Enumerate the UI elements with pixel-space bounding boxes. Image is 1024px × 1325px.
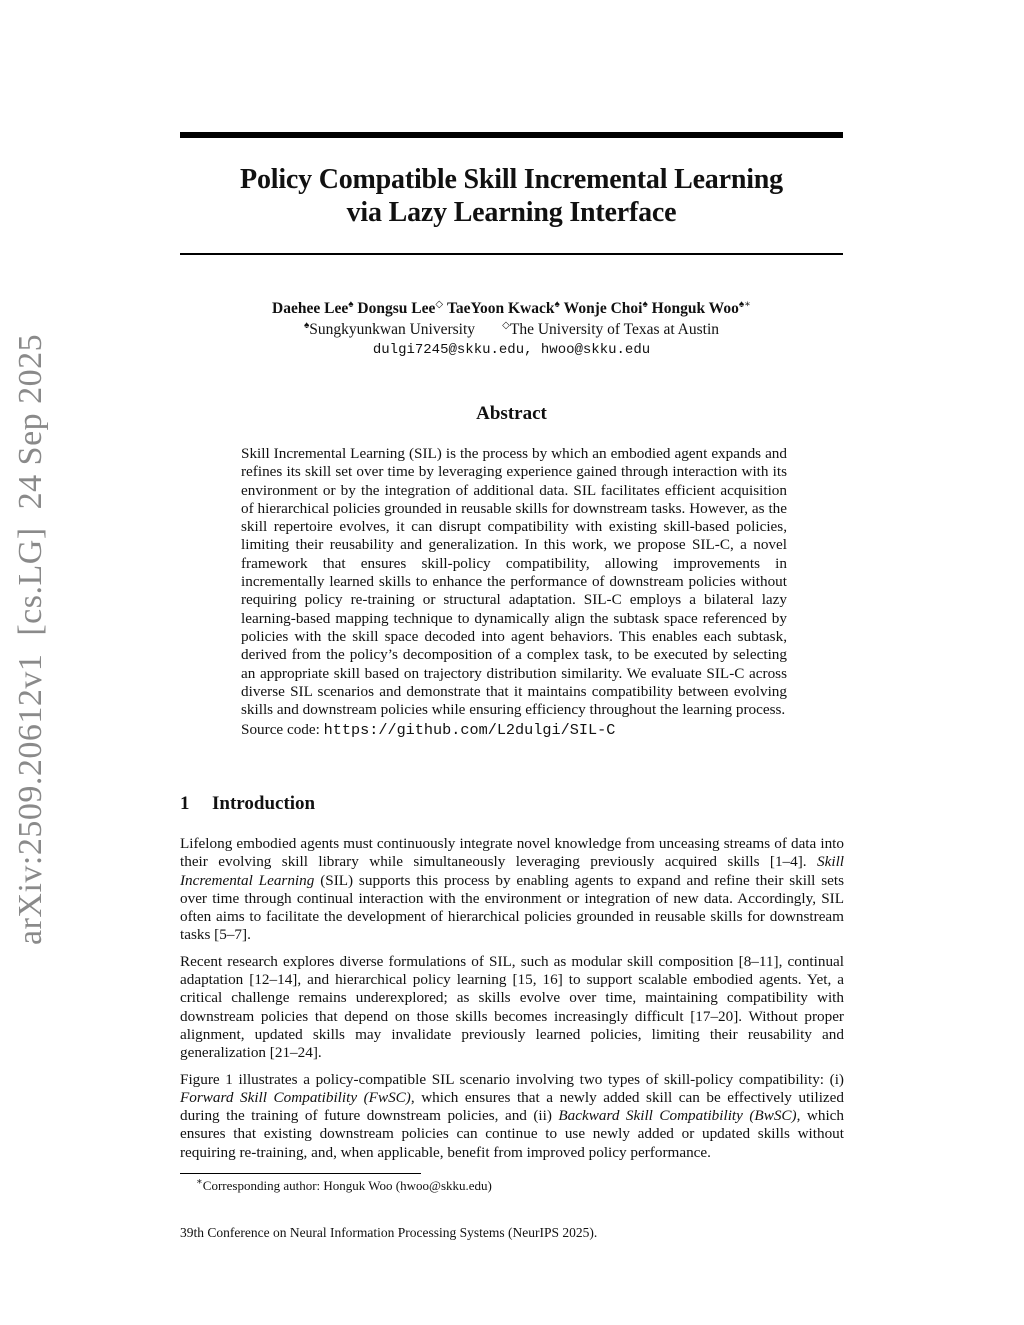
source-code-line xyxy=(241,721,787,739)
arxiv-sidebar-stamp xyxy=(12,333,52,945)
author-names xyxy=(180,298,843,319)
paragraph-text: Lifelong embodied agents must continuously integrate novel knowledge from unceasing streams of data into their evolving skill library while simultaneously leveraging previously acquired skills [1–4]. xyxy=(180,835,844,871)
abstract-heading: Abstract xyxy=(476,403,547,424)
paragraph: Recent research explores diverse formulations of SIL, such as modular skill composition [8–11], continual adaptation [12–14], and hierarchical policy learning [15, 16] to support scalable embodied agents. Yet, a critical challenge remains underexplored; as skills evolve over time, maintaining compatibility with downstream policies that depend on those skills becomes increasingly difficult [17–20]. Without proper alignment, updated skills may invalidate previously learned policies, limiting their reusability and generalization [21–24]. xyxy=(180,952,844,1062)
emphasis-text: Backward Skill Compatibility (BwSC) xyxy=(558,1107,797,1125)
arxiv-category: [cs.LG] xyxy=(12,527,49,636)
footnote xyxy=(196,1178,492,1194)
footnote-rule xyxy=(180,1173,421,1174)
author-name: Dongsu Lee xyxy=(357,300,436,317)
affiliation-1: Sungkyunkwan University xyxy=(309,321,476,338)
author-name: Wonje Choi xyxy=(563,300,643,317)
arxiv-id: arXiv:2509.20612v1 xyxy=(12,653,49,945)
paragraph-text: , which ensures that existing downstream policies can continue to use newly added or updated skills without requiring re-training, and, when applicable, benefit from improved policy performance. xyxy=(180,1107,845,1161)
section-heading xyxy=(180,793,315,815)
source-code-link[interactable]: https://github.com/L2dulgi/SIL-C xyxy=(323,721,616,740)
paragraph-text: , which ensures that a newly added skill can be effectively utilized during the training of future downstream policies, and (ii) xyxy=(180,1088,844,1125)
source-code-label: Source code: xyxy=(241,721,320,739)
title-line-1: Policy Compatible Skill Incremental Learning xyxy=(240,164,783,195)
affiliation-mark: ♠∗ xyxy=(738,298,751,310)
author-emails: dulgi7245@skku.edu, hwoo@skku.edu xyxy=(372,342,651,358)
section-number: 1 xyxy=(180,793,190,814)
footnote-text: Corresponding author: Honguk Woo (hwoo@skku.edu) xyxy=(202,1178,492,1193)
paragraph xyxy=(180,835,844,945)
footnote-mark: ∗ xyxy=(196,1176,203,1188)
introduction-body xyxy=(180,835,844,1170)
affiliation-mark: ♠ xyxy=(348,298,354,310)
section-title: Introduction xyxy=(212,793,316,814)
affiliation-mark: ◇ xyxy=(435,298,444,310)
affiliation-mark: ♠ xyxy=(554,298,560,310)
author-name: Daehee Lee xyxy=(272,300,349,317)
conference-notice: 39th Conference on Neural Information Processing Systems (NeurIPS 2025). xyxy=(180,1225,598,1240)
author-name: TaeYoon Kwack xyxy=(446,300,555,317)
arxiv-date: 24 Sep 2025 xyxy=(12,333,49,510)
paragraph-text: Figure 1 illustrates a policy-compatible SIL scenario involving two types of skill-policy compatibility: (i) xyxy=(180,1070,844,1088)
paragraph-text: (SIL) supports this process by enabling agents to expand and refine their skill sets over time through continual interaction with the environment or integration of new data. Accordingly, SIL often aims to facilitate the development of hierarchical policies grounded in reusable skills for downstream tasks [5–7]. xyxy=(180,871,845,944)
affiliation-mark: ♠ xyxy=(303,319,310,331)
affiliation-mark: ♠ xyxy=(642,298,648,310)
affiliation-2: The University of Texas at Austin xyxy=(509,321,720,338)
emphasis-text: Forward Skill Compatibility (FwSC) xyxy=(180,1088,411,1106)
paragraph xyxy=(180,1071,844,1162)
abstract-text: Skill Incremental Learning (SIL) is the process by which an embodied agent expands and refines its skill set over time by leveraging experience gained through interaction with its environment or by the integration of additional data. SIL facilitates efficient acquisition of hierarchical policies grounded in reusable skills for downstream tasks. However, as the skill repertoire evolves, it can disrupt compatibility with existing skill-based policies, limiting their reusability and generalization. In this work, we propose SIL-C, a novel framework that ensures skill-policy compatibility, allowing improvements in incrementally learned skills to enhance the performance of downstream policies without requiring policy re-training or structural adaptation. SIL-C employs a bilateral lazy learning-based mapping technique to dynamically align the subtask space referenced by policies with the skill space decoded into agent behaviors. This enables each subtask, derived from the policy’s decomposition of a complex task, to be executed by selecting an appropriate skill based on trajectory distribution similarity. We evaluate SIL-C across diverse SIL scenarios and demonstrate that it maintains compatibility between evolving skills and downstream policies while ensuring efficiency throughout the learning process. xyxy=(241,445,787,719)
paper-title xyxy=(180,163,843,229)
title-line-2: via Lazy Learning Interface xyxy=(346,197,677,228)
title-bottom-rule xyxy=(180,253,843,255)
affiliations xyxy=(180,319,843,340)
emphasis-text: Skill Incremental Learning xyxy=(180,853,845,889)
author-block xyxy=(180,298,843,361)
abstract-body xyxy=(241,445,787,740)
affiliation-mark: ◇ xyxy=(502,319,510,331)
author-name: Honguk Woo xyxy=(651,300,739,317)
title-top-rule xyxy=(180,132,843,138)
